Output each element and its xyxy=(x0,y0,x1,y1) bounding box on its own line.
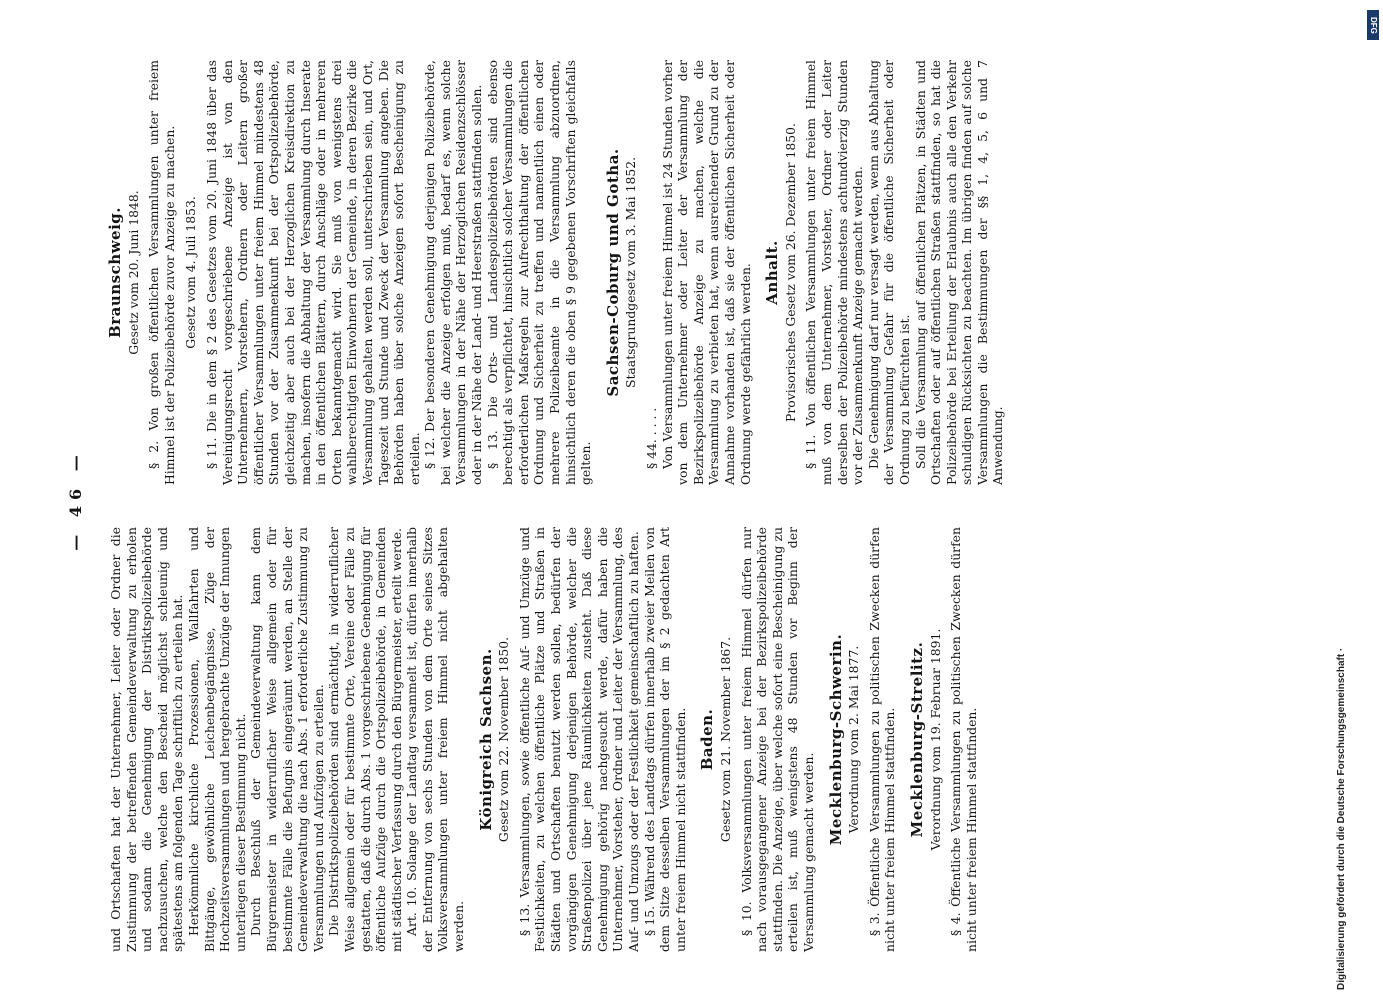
paragraph: § 10. Volksversammlungen unter freiem Himmel dürfen nur nach vorausgegangener Anzeige bei der Bezirkspolizeibehörde stattfinden. Die Anzeige, über welche sofort eine Bescheinigung zu erteilen ist, muß wenigstens 48 Stunden vor Beginn der Versammlung gemacht werden. xyxy=(738,527,816,952)
law-date: Gesetz vom 20. Juni 1848. xyxy=(125,190,141,355)
paragraph: § 4. Öffentliche Versammlungen zu politischen Zwecken dürfen nicht unter freiem Himmel stattfinden. xyxy=(948,527,979,952)
paragraph: § 11. Die in dem § 2 des Gesetzes vom 20. Juni 1848 über das Vereinigungsrecht vorgeschriebene Anzeige ist von den Unternehmern, Vorstehern, Ordnern oder Leitern großer öffentlicher Versammlungen unter freiem Himmel mindestens 48 Stunden vor der Zusammenkunft bei der Ortspolizeibehörde, gleichzeitig aber auch bei der Herzoglichen Kreisdirektion zu machen, insofern die Abhaltung der Versammlung durch Inserate in den öffentlichen Blättern, durch Anschläge oder in mehreren Orten bekanntgemacht wird. Sie muß von wenigstens drei wahlberechtigten Einwohnern der Gemeinde, in deren Bezirke die Versammlung gehalten werden soll, unterschrieben sein, und Ort, Tageszeit und Stunde und Zweck der Versammlung angeben. Die Behörden haben über solche Anzeigen sofort Bescheinigung zu erteilen. xyxy=(203,60,422,485)
left-column xyxy=(108,527,979,952)
paragraph: Soll die Versammlung auf öffentlichen Plätzen, in Städten und Ortschaften oder auf öffentlichen Straßen stattfinden, so hat die Polizeibehörde bei Erteilung der Erlaubnis auch alle den Verkehr schuldigen Rücksichten zu beachten. Im übrigen finden auf solche Versammlungen die Bestimmungen der §§ 1, 4, 5, 6 und 7 Anwendung. xyxy=(912,60,1006,485)
page-number: — 46 — xyxy=(66,449,85,551)
law-date: Gesetz vom 22. November 1850. xyxy=(496,636,512,843)
paragraph: Durch Beschluß der Gemeindeverwaltung kann dem Bürgermeister in widerruflicher Weise allgemein oder für bestimmte Fälle die Befugnis eingeräumt werden, an Stelle der Gemeindeverwaltung die nach Abs. 1 erforderliche Zustimmung zu Versammlungen und Aufzügen zu erteilen. xyxy=(248,527,326,952)
paragraph: § 15. Während des Landtags dürfen innerhalb zweier Meilen von dem Sitze desselben Versammlungen der im § 2 gedachten Art unter freiem Himmel nicht stattfinden. xyxy=(641,527,688,952)
paragraph: § 44. . . . . xyxy=(644,407,659,469)
paragraph: § 11. Von öffentlichen Versammlungen unter freiem Himmel muß von dem Unternehmer, Vorsteher, Ordner oder Leiter derselben der Polizeibehörde mindestens achtundvierzig Stunden vor der Zusammenkunft Anzeige gemacht werden. xyxy=(803,60,866,485)
dfg-logo: DFG xyxy=(1367,10,1379,40)
section-heading: Braunschweig. xyxy=(106,207,124,338)
section-heading: Anhalt. xyxy=(763,240,782,305)
paragraph: § 3. Öffentliche Versammlungen zu politischen Zwecken dürfen nicht unter freiem Himmel stattfinden. xyxy=(866,527,898,952)
paragraph: Herkömmliche kirchliche Prozessionen, Wallfahrten und Bittgänge, gewöhnliche Leichenbegängnisse, Züge der Hochzeitsversammlungen und hergebrachte Umzüge der Innungen unterliegen dieser Bestimmung nicht. xyxy=(185,527,248,952)
section-heading: Mecklenburg-Strelitz. xyxy=(907,641,926,838)
law-date: Gesetz vom 4. Juli 1853. xyxy=(183,196,199,349)
digitization-watermark: Digitalisierung gefördert durch die Deutsche Forschungsgemeinschaft · xyxy=(1336,647,1347,990)
section-heading: Königreich Sachsen. xyxy=(476,648,495,831)
law-date: Staatsgrundgesetz vom 3. Mai 1852. xyxy=(623,156,639,389)
law-date: Verordnung vom 2. Mai 1877. xyxy=(846,645,862,834)
section-heading: Sachsen-Coburg und Gotha. xyxy=(603,148,622,397)
paragraph: Art. 10. Solange der Landtag versammelt ist, dürfen innerhalb der Entfernung von sechs Stunden von dem Orte seines Sitzes Volksversammlungen unter freiem Himmel nicht abgehalten werden. xyxy=(404,527,467,952)
paragraph: § 13. Die Orts- und Landespolizeibehörden sind ebenso berechtigt als verpflichtet, hinsichtlich solcher Versammlungen die erforderlichen Maßregeln zur Aufrechthaltung der öffentlichen Ordnung und Sicherheit zu treffen und namentlich einen oder mehrere Polizeibeamte in die Versammlung abzuordnen, hinsichtlich deren die oben § 9 gegebenen Vorschriften gleichfalls gelten. xyxy=(484,60,594,485)
paragraph: § 12. Der besonderen Genehmigung derjenigen Polizeibehörde, bei welcher die Anzeige erfolgen muß, bedarf es, wenn solche Versammlungen in der Nähe der Herzoglichen Residenzschlösser oder in der Nähe der Land- und Heerstraßen stattfinden sollen. xyxy=(422,60,485,485)
law-date: Verordnung vom 19. Februar 1891. xyxy=(927,628,943,851)
section-heading: Mecklenburg-Schwerin. xyxy=(826,633,845,846)
law-date: Provisorisches Gesetz vom 26. Dezember 1850. xyxy=(782,123,798,422)
right-column xyxy=(108,60,1006,485)
paragraph: § 13. Versammlungen, sowie öffentliche Auf- und Umzüge und Festlichkeiten, zu welchen öffentliche Plätze und Straßen in Städten und Ortschaften benutzt werden sollen, bedürfen der vorgängigen Genehmigung derjenigen Behörde, welcher die Straßenpolizei über jene Räumlichkeiten zusteht. Daß diese Genehmigung gehörig nachgesucht werde, dafür haben die Unternehmer, Vorsteher, Ordner und Leiter der Versammlung, des Auf- und Umzugs oder der Festlichkeit gemeinschaftlich zu haften. xyxy=(516,527,641,952)
law-date: Gesetz vom 21. November 1867. xyxy=(717,636,733,843)
paragraph: und Ortschaften hat der Unternehmer, Leiter oder Ordner die Zustimmung der betreffenden Gemeindeverwaltung zu erholen und sodann die Genehmigung der Distriktspolizeibehörde nachzusuchen, welche den Bescheid möglichst schleunig und spätestens am folgenden Tage schriftlich zu erteilen hat. xyxy=(108,527,186,952)
paragraph: Die Distriktspolizeibehörden sind ermächtigt, in widerruflicher Weise allgemein oder für bestimmte Orte, Vereine oder Fälle zu gestatten, daß die durch Abs. 1 vorgeschriebene Genehmigung für öffentliche Aufzüge durch die Ortspolizeibehörde, in Gemeinden mit städtischer Verfassung durch den Bürgermeister, erteilt werde. xyxy=(326,527,404,952)
paragraph: § 2. Von großen öffentlichen Versammlungen unter freiem Himmel ist der Polizeibehörde zuvor Anzeige zu machen. xyxy=(146,60,177,485)
section-heading: Baden. xyxy=(698,708,717,771)
paragraph: Die Genehmigung darf nur versagt werden, wenn aus Abhaltung der Versammlung Gefahr für die öffentliche Sicherheit oder Ordnung zu befürchten ist. xyxy=(865,60,912,485)
paragraph: Von Versammlungen unter freiem Himmel ist 24 Stunden vorher von dem Unternehmer oder Leiter der Versammlung der Bezirkspolizeibehörde Anzeige zu machen, welche die Versammlung zu verbieten hat, wenn ausreichender Grund zu der Annahme vorhanden ist, daß sie der öffentlichen Sicherheit oder Ordnung werde gefährlich werden. xyxy=(659,60,753,485)
